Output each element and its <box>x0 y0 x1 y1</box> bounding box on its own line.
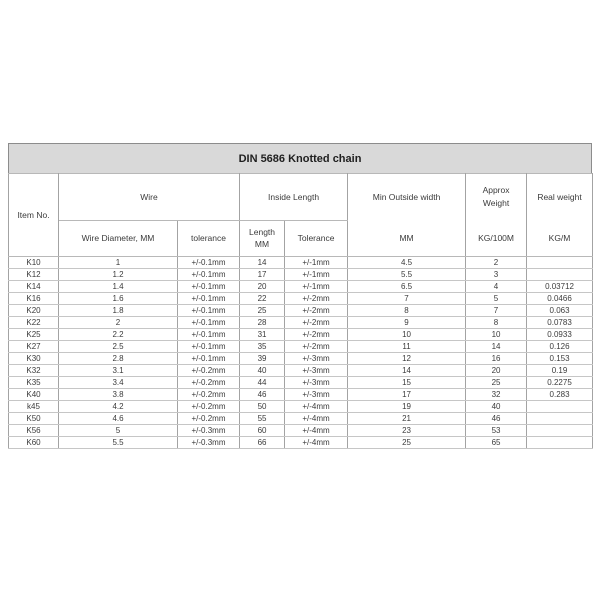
cell-length: 22 <box>240 293 285 305</box>
header-real-weight-label: Real weight <box>537 192 582 202</box>
table-row <box>9 305 593 317</box>
cell-length-tolerance: +/-1mm <box>285 269 348 281</box>
cell-length: 25 <box>240 305 285 317</box>
cell-wire-diameter: 1.6 <box>59 293 178 305</box>
cell-item-no: k45 <box>9 401 59 413</box>
header-real-weight-unit: KG/M <box>548 233 571 243</box>
cell-length-tolerance: +/-4mm <box>285 401 348 413</box>
table-row <box>9 401 593 413</box>
cell-approx-weight: 8 <box>466 317 527 329</box>
cell-approx-weight: 20 <box>466 365 527 377</box>
header-inside-length-group: Inside Length <box>240 174 348 221</box>
cell-real-weight: 0.126 <box>527 341 593 353</box>
cell-length-tolerance: +/-2mm <box>285 341 348 353</box>
cell-min-outside-width: 21 <box>348 413 466 425</box>
cell-min-outside-width: 4.5 <box>348 257 466 269</box>
header-real-weight <box>527 174 593 257</box>
cell-wire-tolerance: +/-0.2mm <box>178 377 240 389</box>
header-approx-weight <box>466 174 527 257</box>
cell-wire-diameter: 1.8 <box>59 305 178 317</box>
cell-length-tolerance: +/-3mm <box>285 377 348 389</box>
cell-length: 50 <box>240 401 285 413</box>
cell-approx-weight: 46 <box>466 413 527 425</box>
cell-approx-weight: 25 <box>466 377 527 389</box>
cell-real-weight: 0.0783 <box>527 317 593 329</box>
cell-length-tolerance: +/-2mm <box>285 329 348 341</box>
cell-length-tolerance: +/-3mm <box>285 365 348 377</box>
cell-item-no: K40 <box>9 389 59 401</box>
table-row <box>9 257 593 269</box>
cell-length: 14 <box>240 257 285 269</box>
cell-length: 39 <box>240 353 285 365</box>
cell-wire-diameter: 4.6 <box>59 413 178 425</box>
table-row <box>9 437 593 449</box>
cell-real-weight: 0.0466 <box>527 293 593 305</box>
cell-real-weight: 0.153 <box>527 353 593 365</box>
cell-wire-diameter: 4.2 <box>59 401 178 413</box>
table-row <box>9 281 593 293</box>
cell-wire-diameter: 1 <box>59 257 178 269</box>
cell-length: 40 <box>240 365 285 377</box>
cell-length: 66 <box>240 437 285 449</box>
cell-item-no: K35 <box>9 377 59 389</box>
cell-approx-weight: 53 <box>466 425 527 437</box>
header-item-no: Item No. <box>9 174 59 257</box>
header-length-tolerance: Tolerance <box>285 220 348 256</box>
table-row <box>9 365 593 377</box>
cell-length: 55 <box>240 413 285 425</box>
cell-min-outside-width: 23 <box>348 425 466 437</box>
cell-wire-diameter: 2.2 <box>59 329 178 341</box>
cell-length: 28 <box>240 317 285 329</box>
cell-approx-weight: 40 <box>466 401 527 413</box>
cell-real-weight: 0.19 <box>527 365 593 377</box>
cell-min-outside-width: 12 <box>348 353 466 365</box>
cell-length-tolerance: +/-3mm <box>285 389 348 401</box>
table-row <box>9 317 593 329</box>
cell-length: 44 <box>240 377 285 389</box>
cell-item-no: K30 <box>9 353 59 365</box>
cell-wire-diameter: 3.1 <box>59 365 178 377</box>
table-title: DIN 5686 Knotted chain <box>8 143 592 174</box>
cell-approx-weight: 65 <box>466 437 527 449</box>
table-row <box>9 341 593 353</box>
cell-wire-tolerance: +/-0.2mm <box>178 389 240 401</box>
cell-min-outside-width: 6.5 <box>348 281 466 293</box>
cell-wire-tolerance: +/-0.1mm <box>178 329 240 341</box>
cell-item-no: K20 <box>9 305 59 317</box>
cell-min-outside-width: 15 <box>348 377 466 389</box>
cell-wire-tolerance: +/-0.2mm <box>178 413 240 425</box>
cell-wire-tolerance: +/-0.1mm <box>178 341 240 353</box>
header-approx-weight-unit: KG/100M <box>478 233 514 243</box>
cell-wire-tolerance: +/-0.1mm <box>178 269 240 281</box>
cell-min-outside-width: 9 <box>348 317 466 329</box>
cell-length-tolerance: +/-4mm <box>285 437 348 449</box>
cell-wire-tolerance: +/-0.1mm <box>178 317 240 329</box>
table-row <box>9 269 593 281</box>
cell-wire-diameter: 2.5 <box>59 341 178 353</box>
cell-length: 60 <box>240 425 285 437</box>
cell-min-outside-width: 11 <box>348 341 466 353</box>
table-row <box>9 377 593 389</box>
header-min-outside-width-label: Min Outside width <box>372 192 441 202</box>
cell-real-weight: 0.283 <box>527 389 593 401</box>
cell-wire-diameter: 3.4 <box>59 377 178 389</box>
cell-item-no: K12 <box>9 269 59 281</box>
spec-table-section <box>8 143 592 449</box>
cell-wire-tolerance: +/-0.1mm <box>178 257 240 269</box>
cell-item-no: K14 <box>9 281 59 293</box>
cell-wire-diameter: 2.8 <box>59 353 178 365</box>
cell-approx-weight: 32 <box>466 389 527 401</box>
cell-min-outside-width: 10 <box>348 329 466 341</box>
cell-min-outside-width: 17 <box>348 389 466 401</box>
cell-length-tolerance: +/-2mm <box>285 317 348 329</box>
cell-real-weight <box>527 425 593 437</box>
cell-item-no: K56 <box>9 425 59 437</box>
cell-wire-tolerance: +/-0.2mm <box>178 365 240 377</box>
table-header <box>9 174 593 257</box>
cell-real-weight <box>527 401 593 413</box>
cell-length-tolerance: +/-4mm <box>285 425 348 437</box>
cell-wire-diameter: 2 <box>59 317 178 329</box>
cell-min-outside-width: 14 <box>348 365 466 377</box>
cell-wire-diameter: 3.8 <box>59 389 178 401</box>
cell-min-outside-width: 8 <box>348 305 466 317</box>
header-wire-tolerance: tolerance <box>178 220 240 256</box>
table-body <box>9 257 593 449</box>
cell-min-outside-width: 19 <box>348 401 466 413</box>
table-row <box>9 293 593 305</box>
cell-wire-tolerance: +/-0.1mm <box>178 353 240 365</box>
cell-wire-tolerance: +/-0.1mm <box>178 281 240 293</box>
cell-approx-weight: 5 <box>466 293 527 305</box>
header-wire-diameter: Wire Diameter, MM <box>59 220 178 256</box>
cell-length-tolerance: +/-1mm <box>285 281 348 293</box>
cell-real-weight <box>527 413 593 425</box>
cell-length: 46 <box>240 389 285 401</box>
cell-item-no: K60 <box>9 437 59 449</box>
cell-min-outside-width: 7 <box>348 293 466 305</box>
cell-length: 31 <box>240 329 285 341</box>
cell-length: 35 <box>240 341 285 353</box>
table-row <box>9 425 593 437</box>
cell-wire-tolerance: +/-0.1mm <box>178 305 240 317</box>
cell-approx-weight: 16 <box>466 353 527 365</box>
cell-wire-diameter: 5 <box>59 425 178 437</box>
cell-item-no: K27 <box>9 341 59 353</box>
cell-real-weight: 0.03712 <box>527 281 593 293</box>
cell-approx-weight: 14 <box>466 341 527 353</box>
header-approx-weight-label: Approx Weight <box>482 185 510 208</box>
cell-real-weight <box>527 269 593 281</box>
cell-real-weight <box>527 257 593 269</box>
cell-approx-weight: 7 <box>466 305 527 317</box>
cell-wire-tolerance: +/-0.3mm <box>178 425 240 437</box>
cell-real-weight: 0.0933 <box>527 329 593 341</box>
cell-approx-weight: 10 <box>466 329 527 341</box>
cell-item-no: K50 <box>9 413 59 425</box>
cell-length-tolerance: +/-4mm <box>285 413 348 425</box>
cell-wire-diameter: 1.2 <box>59 269 178 281</box>
header-wire-group: Wire <box>59 174 240 221</box>
cell-item-no: K25 <box>9 329 59 341</box>
cell-approx-weight: 3 <box>466 269 527 281</box>
cell-min-outside-width: 5.5 <box>348 269 466 281</box>
cell-item-no: K32 <box>9 365 59 377</box>
cell-wire-tolerance: +/-0.1mm <box>178 293 240 305</box>
cell-real-weight <box>527 437 593 449</box>
cell-length-tolerance: +/-2mm <box>285 305 348 317</box>
cell-length: 17 <box>240 269 285 281</box>
header-min-outside-width <box>348 174 466 257</box>
cell-wire-diameter: 5.5 <box>59 437 178 449</box>
cell-item-no: K10 <box>9 257 59 269</box>
cell-wire-tolerance: +/-0.3mm <box>178 437 240 449</box>
cell-length-tolerance: +/-1mm <box>285 257 348 269</box>
cell-length-tolerance: +/-3mm <box>285 353 348 365</box>
cell-real-weight: 0.2275 <box>527 377 593 389</box>
cell-length-tolerance: +/-2mm <box>285 293 348 305</box>
table-row <box>9 329 593 341</box>
cell-item-no: K16 <box>9 293 59 305</box>
header-length-mm: Length MM <box>240 220 285 256</box>
table-row <box>9 413 593 425</box>
cell-wire-diameter: 1.4 <box>59 281 178 293</box>
spec-table <box>8 173 593 449</box>
cell-real-weight: 0.063 <box>527 305 593 317</box>
cell-approx-weight: 4 <box>466 281 527 293</box>
header-min-outside-width-unit: MM <box>399 233 414 243</box>
cell-wire-tolerance: +/-0.2mm <box>178 401 240 413</box>
cell-length: 20 <box>240 281 285 293</box>
cell-min-outside-width: 25 <box>348 437 466 449</box>
cell-approx-weight: 2 <box>466 257 527 269</box>
table-row <box>9 353 593 365</box>
cell-item-no: K22 <box>9 317 59 329</box>
table-row <box>9 389 593 401</box>
